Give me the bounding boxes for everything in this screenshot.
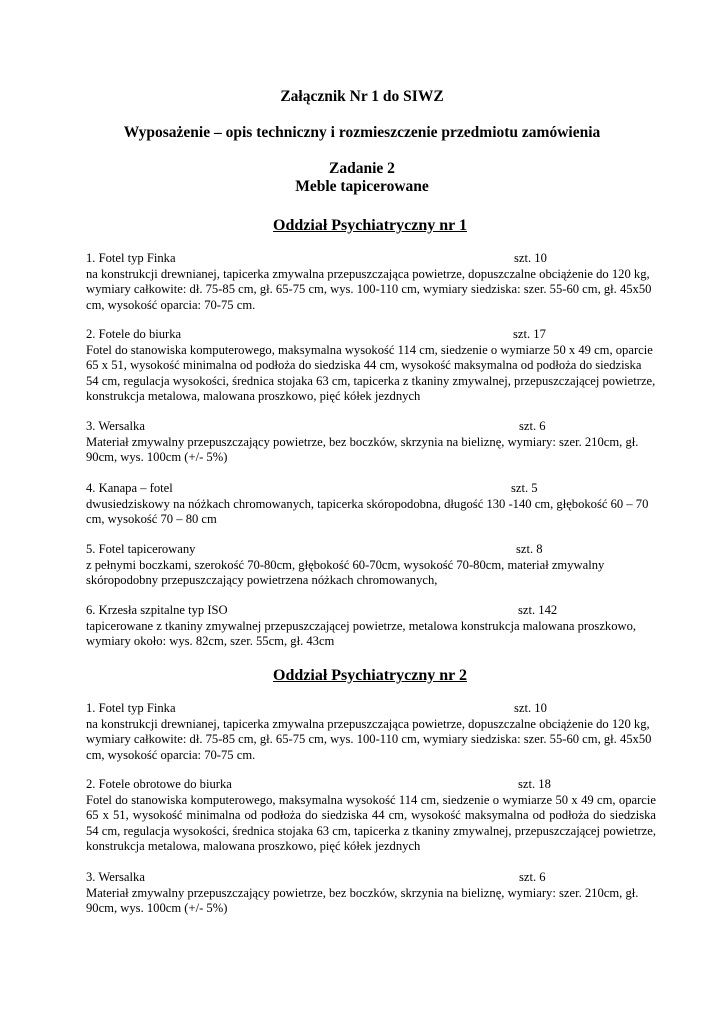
item-s2-3 xyxy=(86,870,656,917)
item-name: 5. Fotel tapicerowany xyxy=(86,542,196,556)
item-quantity: szt. 18 xyxy=(518,777,551,791)
item-name: 3. Wersalka xyxy=(86,419,145,433)
item-description: na konstrukcji drewnianej, tapicerka zmywalna przepuszczająca powietrze, dopuszczalne obciążenie do 120 kg, wymiary całkowite: dł. 75-85 cm, gł. 65-75 cm, wys. 100-110 cm, wymiary siedziska: szer. 55-60 cm, gł. 45x50 cm, wysokość oparcia: 70-75 cm. xyxy=(86,716,652,762)
item-description: Fotel do stanowiska komputerowego, maksymalna wysokość 114 cm, siedzenie o wymiarze 50 x 49 cm, oparcie 65 x 51, wysokość minimalna od podłoża do siedziska 44 cm, wysokość maksymalna od podłoża do siedziska 54 cm, regulacja wysokości, średnica stojaka 63 cm, tapicerka z tkaniny zmywalnej, przepuszczającej powietrze, konstrukcja metalowa, malowana proszkowo, pięć kółek jezdnych xyxy=(86,792,656,854)
item-s1-5 xyxy=(86,542,656,589)
item-name: 2. Fotele obrotowe do biurka xyxy=(86,777,232,791)
task-name: Meble tapicerowane xyxy=(295,178,429,195)
item-description: tapicerowane z tkaniny zmywalnej przepuszczającej powietrze, metalowa konstrukcja malowana proszkowo, wymiary około: wys. 82cm, szer. 55cm, gł. 43cm xyxy=(86,618,637,649)
item-description: Fotel do stanowiska komputerowego, maksymalna wysokość 114 cm, siedzenie o wymiarze 50 x 49 cm, oparcie 65 x 51, wysokość minimalna od podłoża do siedziska 44 cm, wysokość maksymalna od podłoża do siedziska 54 cm, regulacja wysokości, średnica stojaka 63 cm, tapicerka z tkaniny zmywalnej, przepuszczającej powietrze, konstrukcja metalowa, malowana proszkowo, pięć kółek jezdnych xyxy=(86,342,656,404)
item-description: dwusiedziskowy na nóżkach chromowanych, tapicerka skóropodobna, długość 130 -140 cm, głębokość 60 – 70 cm, wysokość 70 – 80 cm xyxy=(86,496,649,527)
item-name: 3. Wersalka xyxy=(86,870,145,884)
item-s1-3 xyxy=(86,419,656,466)
item-s1-6 xyxy=(86,603,656,650)
item-quantity: szt. 17 xyxy=(513,327,546,341)
section-title-2: Oddział Psychiatryczny nr 2 xyxy=(273,667,467,684)
item-quantity: szt. 6 xyxy=(519,419,546,433)
item-name: 1. Fotel typ Finka xyxy=(86,701,176,715)
item-quantity: szt. 5 xyxy=(511,481,538,495)
item-quantity: szt. 10 xyxy=(514,701,547,715)
item-quantity: szt. 6 xyxy=(519,870,546,884)
item-name: 2. Fotele do biurka xyxy=(86,327,182,341)
item-name: 4. Kanapa – fotel xyxy=(86,481,173,495)
item-s1-2 xyxy=(86,327,656,405)
item-description: z pełnymi boczkami, szerokość 70-80cm, głębokość 60-70cm, wysokość 70-80cm, materiał zmywalny skóropodobny przepuszczający powietrzena nóżkach chromowanych, xyxy=(86,557,605,588)
item-s2-1 xyxy=(86,701,656,763)
item-quantity: szt. 10 xyxy=(514,251,547,265)
item-s1-4 xyxy=(86,481,656,528)
item-name: 1. Fotel typ Finka xyxy=(86,251,176,265)
item-description: na konstrukcji drewnianej, tapicerka zmywalna przepuszczająca powietrze, dopuszczalne obciążenie do 120 kg, wymiary całkowite: dł. 75-85 cm, gł. 65-75 cm, wys. 100-110 cm, wymiary siedziska: szer. 55-60 cm, gł. 45x50 cm, wysokość oparcia: 70-75 cm. xyxy=(86,266,652,312)
item-s2-2 xyxy=(86,777,656,855)
document-title: Załącznik Nr 1 do SIWZ xyxy=(280,88,444,105)
task-number: Zadanie 2 xyxy=(329,160,395,177)
item-description: Materiał zmywalny przepuszczający powietrze, bez boczków, skrzynia na bieliznę, wymiary: szer. 210cm, gł. 90cm, wys. 100cm (+/- 5%) xyxy=(86,885,639,916)
item-name: 6. Krzesła szpitalne typ ISO xyxy=(86,603,228,617)
item-s1-1 xyxy=(86,251,656,313)
section-title-1: Oddział Psychiatryczny nr 1 xyxy=(273,217,467,234)
item-quantity: szt. 8 xyxy=(516,542,543,556)
item-description: Materiał zmywalny przepuszczający powietrze, bez boczków, skrzynia na bieliznę, wymiary: szer. 210cm, gł. 90cm, wys. 100cm (+/- 5%) xyxy=(86,434,639,465)
item-quantity: szt. 142 xyxy=(518,603,558,617)
document-subtitle: Wyposażenie – opis techniczny i rozmieszczenie przedmiotu zamówienia xyxy=(123,124,601,141)
